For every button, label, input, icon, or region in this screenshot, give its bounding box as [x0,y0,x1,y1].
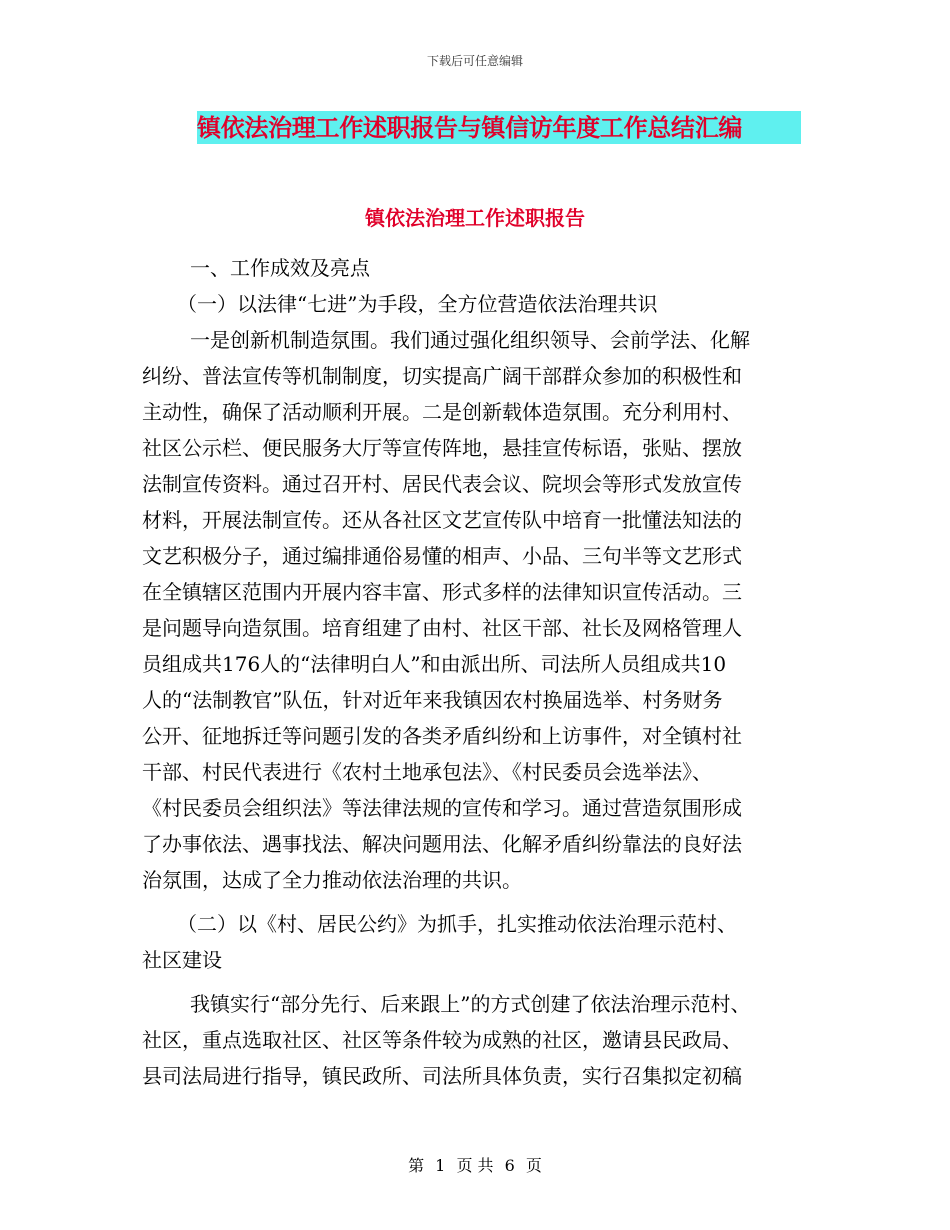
body-line: 县司法局进行指导，镇民政所、司法所具体负责，实行召集拟定初稿 [142,1064,742,1088]
body-line: 公开、征地拆迁等问题引发的各类矛盾纠纷和上访事件，对全镇村社 [142,724,742,748]
body-line: 材料，开展法制宣传。还从各社区文艺宣传队中培育一批懂法知法的 [142,508,742,532]
current-page-number: 1 [435,1156,446,1175]
body-line: 社区建设 [142,948,222,972]
main-title: 镇依法治理工作述职报告与镇信访年度工作总结汇编 [197,111,801,144]
body-line: 纠纷、普法宣传等机制制度，切实提高广阔干部群众参加的积极性和 [142,364,742,388]
total-page-count: 6 [504,1156,515,1175]
header-note: 下载后可任意编辑 [426,54,523,68]
body-line: 一、工作成效及亮点 [190,256,370,280]
body-line: 是问题导向造氛围。培育组建了由村、社区干部、社长及网格管理人 [142,616,742,640]
body-line: 社区，重点选取社区、社区等条件较为成熟的社区，邀请县民政局、 [142,1028,742,1052]
body-line: 了办事依法、遇事找法、解决问题用法、化解矛盾纠纷靠法的良好法 [142,832,742,856]
body-line: 主动性，确保了活动顺利开展。二是创新载体造氛围。充分利用村、 [142,400,742,424]
footer-suffix: 页 [525,1156,542,1175]
body-line: 干部、村民代表进行《农村土地承包法》、《村民委员会选举法》、 [142,760,712,784]
page-footer [0,1154,950,1178]
footer-middle: 页 共 [456,1156,494,1175]
body-line: 治氛围，达成了全力推动依法治理的共识。 [142,868,522,892]
body-line: 文艺积极分子，通过编排通俗易懂的相声、小品、三句半等文艺形式 [142,544,742,568]
footer-prefix: 第 [408,1156,425,1175]
body-line: 人的“法制教官”队伍，针对近年来我镇因农村换届选举、村务财务 [142,688,723,712]
sub-title: 镇依法治理工作述职报告 [365,206,585,230]
body-line: 在全镇辖区范围内开展内容丰富、形式多样的法律知识宣传活动。三 [142,580,742,604]
body-line: 一是创新机制造氛围。我们通过强化组织领导、会前学法、化解 [190,328,750,352]
body-line: （二）以《村、居民公约》为抓手，扎实推动依法治理示范村、 [177,912,737,936]
body-line: 员组成共176人的“法律明白人”和由派出所、司法所人员组成共10 [142,652,727,676]
body-line: （一）以法律“七进”为手段，全方位营造依法治理共识 [177,292,658,316]
body-line: 我镇实行“部分先行、后来跟上”的方式创建了依法治理示范村、 [190,992,751,1016]
body-line: 社区公示栏、便民服务大厅等宣传阵地，悬挂宣传标语，张贴、摆放 [142,436,742,460]
body-line: 《村民委员会组织法》等法律法规的宣传和学习。通过营造氛围形成 [142,796,742,820]
body-line: 法制宣传资料。通过召开村、居民代表会议、院坝会等形式发放宣传 [142,472,742,496]
